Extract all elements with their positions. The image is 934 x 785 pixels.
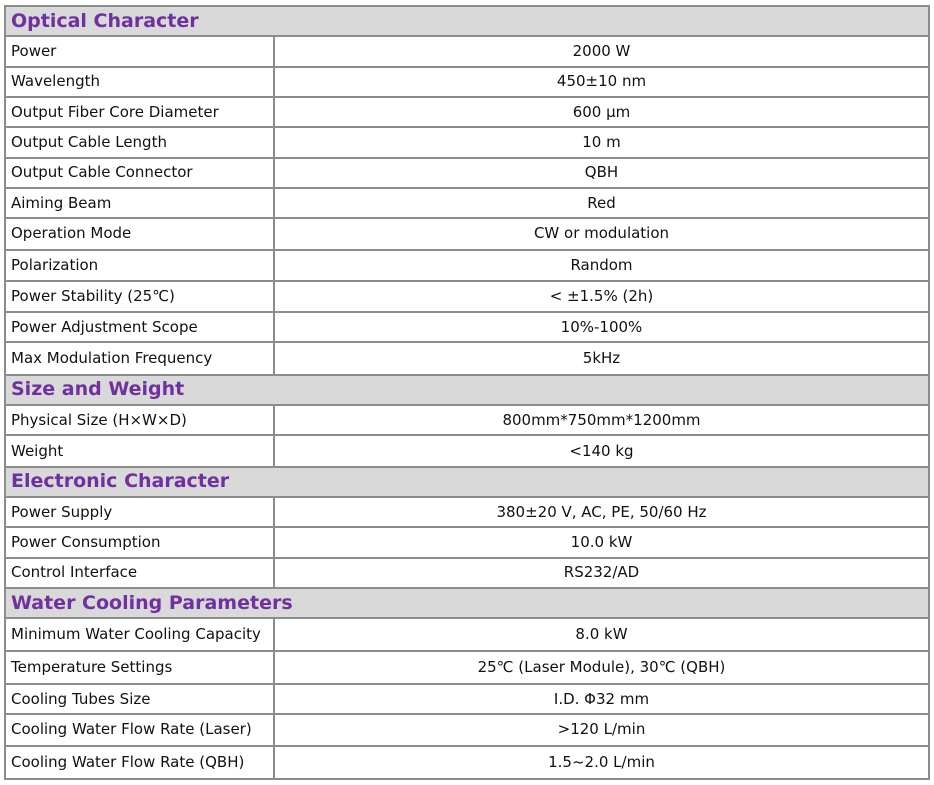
spec-value: Random xyxy=(274,250,929,281)
spec-label: Cooling Water Flow Rate (Laser) xyxy=(5,714,274,745)
spec-label: Polarization xyxy=(5,250,274,281)
spec-value: 8.0 kW xyxy=(274,618,929,650)
spec-row xyxy=(5,746,929,779)
spec-row xyxy=(5,527,929,557)
spec-value: 450±10 nm xyxy=(274,67,929,97)
spec-row xyxy=(5,497,929,527)
spec-label: Operation Mode xyxy=(5,218,274,249)
spec-value: 2000 W xyxy=(274,36,929,66)
spec-label: Max Modulation Frequency xyxy=(5,342,274,374)
section-title: Water Cooling Parameters xyxy=(5,588,929,618)
section-title: Optical Character xyxy=(5,6,929,36)
spec-row xyxy=(5,67,929,97)
section-header-row xyxy=(5,588,929,618)
spec-label: Power Supply xyxy=(5,497,274,527)
spec-label: Aiming Beam xyxy=(5,188,274,218)
spec-row xyxy=(5,250,929,281)
spec-label: Cooling Water Flow Rate (QBH) xyxy=(5,746,274,779)
spec-row xyxy=(5,558,929,588)
spec-value: 800mm*750mm*1200mm xyxy=(274,405,929,435)
spec-row xyxy=(5,714,929,745)
spec-row xyxy=(5,158,929,188)
spec-value: 600 μm xyxy=(274,97,929,127)
spec-value: Red xyxy=(274,188,929,218)
spec-row xyxy=(5,684,929,714)
spec-value: 380±20 V, AC, PE, 50/60 Hz xyxy=(274,497,929,527)
spec-value: >120 L/min xyxy=(274,714,929,745)
spec-row xyxy=(5,36,929,66)
spec-row xyxy=(5,312,929,342)
spec-value: 5kHz xyxy=(274,342,929,374)
spec-label: Output Fiber Core Diameter xyxy=(5,97,274,127)
spec-value: 10 m xyxy=(274,127,929,157)
section-title: Size and Weight xyxy=(5,375,929,405)
spec-row xyxy=(5,618,929,650)
spec-value: QBH xyxy=(274,158,929,188)
spec-label: Cooling Tubes Size xyxy=(5,684,274,714)
spec-label: Weight xyxy=(5,435,274,466)
spec-label: Temperature Settings xyxy=(5,651,274,684)
spec-table xyxy=(4,5,930,780)
spec-label: Minimum Water Cooling Capacity xyxy=(5,618,274,650)
spec-value: CW or modulation xyxy=(274,218,929,249)
section-header-row xyxy=(5,467,929,497)
spec-row xyxy=(5,342,929,374)
spec-row xyxy=(5,97,929,127)
spec-value: I.D. Φ32 mm xyxy=(274,684,929,714)
spec-row xyxy=(5,435,929,466)
spec-value: 10%-100% xyxy=(274,312,929,342)
section-header-row xyxy=(5,6,929,36)
spec-label: Power Stability (25℃) xyxy=(5,281,274,312)
spec-label: Control Interface xyxy=(5,558,274,588)
spec-value: RS232/AD xyxy=(274,558,929,588)
spec-label: Physical Size (H×W×D) xyxy=(5,405,274,435)
spec-label: Power Consumption xyxy=(5,527,274,557)
spec-label: Output Cable Length xyxy=(5,127,274,157)
section-header-row xyxy=(5,375,929,405)
spec-row xyxy=(5,405,929,435)
spec-label: Wavelength xyxy=(5,67,274,97)
spec-value: < ±1.5% (2h) xyxy=(274,281,929,312)
spec-label: Power Adjustment Scope xyxy=(5,312,274,342)
section-title: Electronic Character xyxy=(5,467,929,497)
spec-label: Power xyxy=(5,36,274,66)
spec-row xyxy=(5,188,929,218)
spec-value: 25℃ (Laser Module), 30℃ (QBH) xyxy=(274,651,929,684)
spec-row xyxy=(5,651,929,684)
spec-value: <140 kg xyxy=(274,435,929,466)
spec-row xyxy=(5,127,929,157)
spec-value: 1.5~2.0 L/min xyxy=(274,746,929,779)
spec-label: Output Cable Connector xyxy=(5,158,274,188)
spec-row xyxy=(5,281,929,312)
spec-value: 10.0 kW xyxy=(274,527,929,557)
spec-row xyxy=(5,218,929,249)
